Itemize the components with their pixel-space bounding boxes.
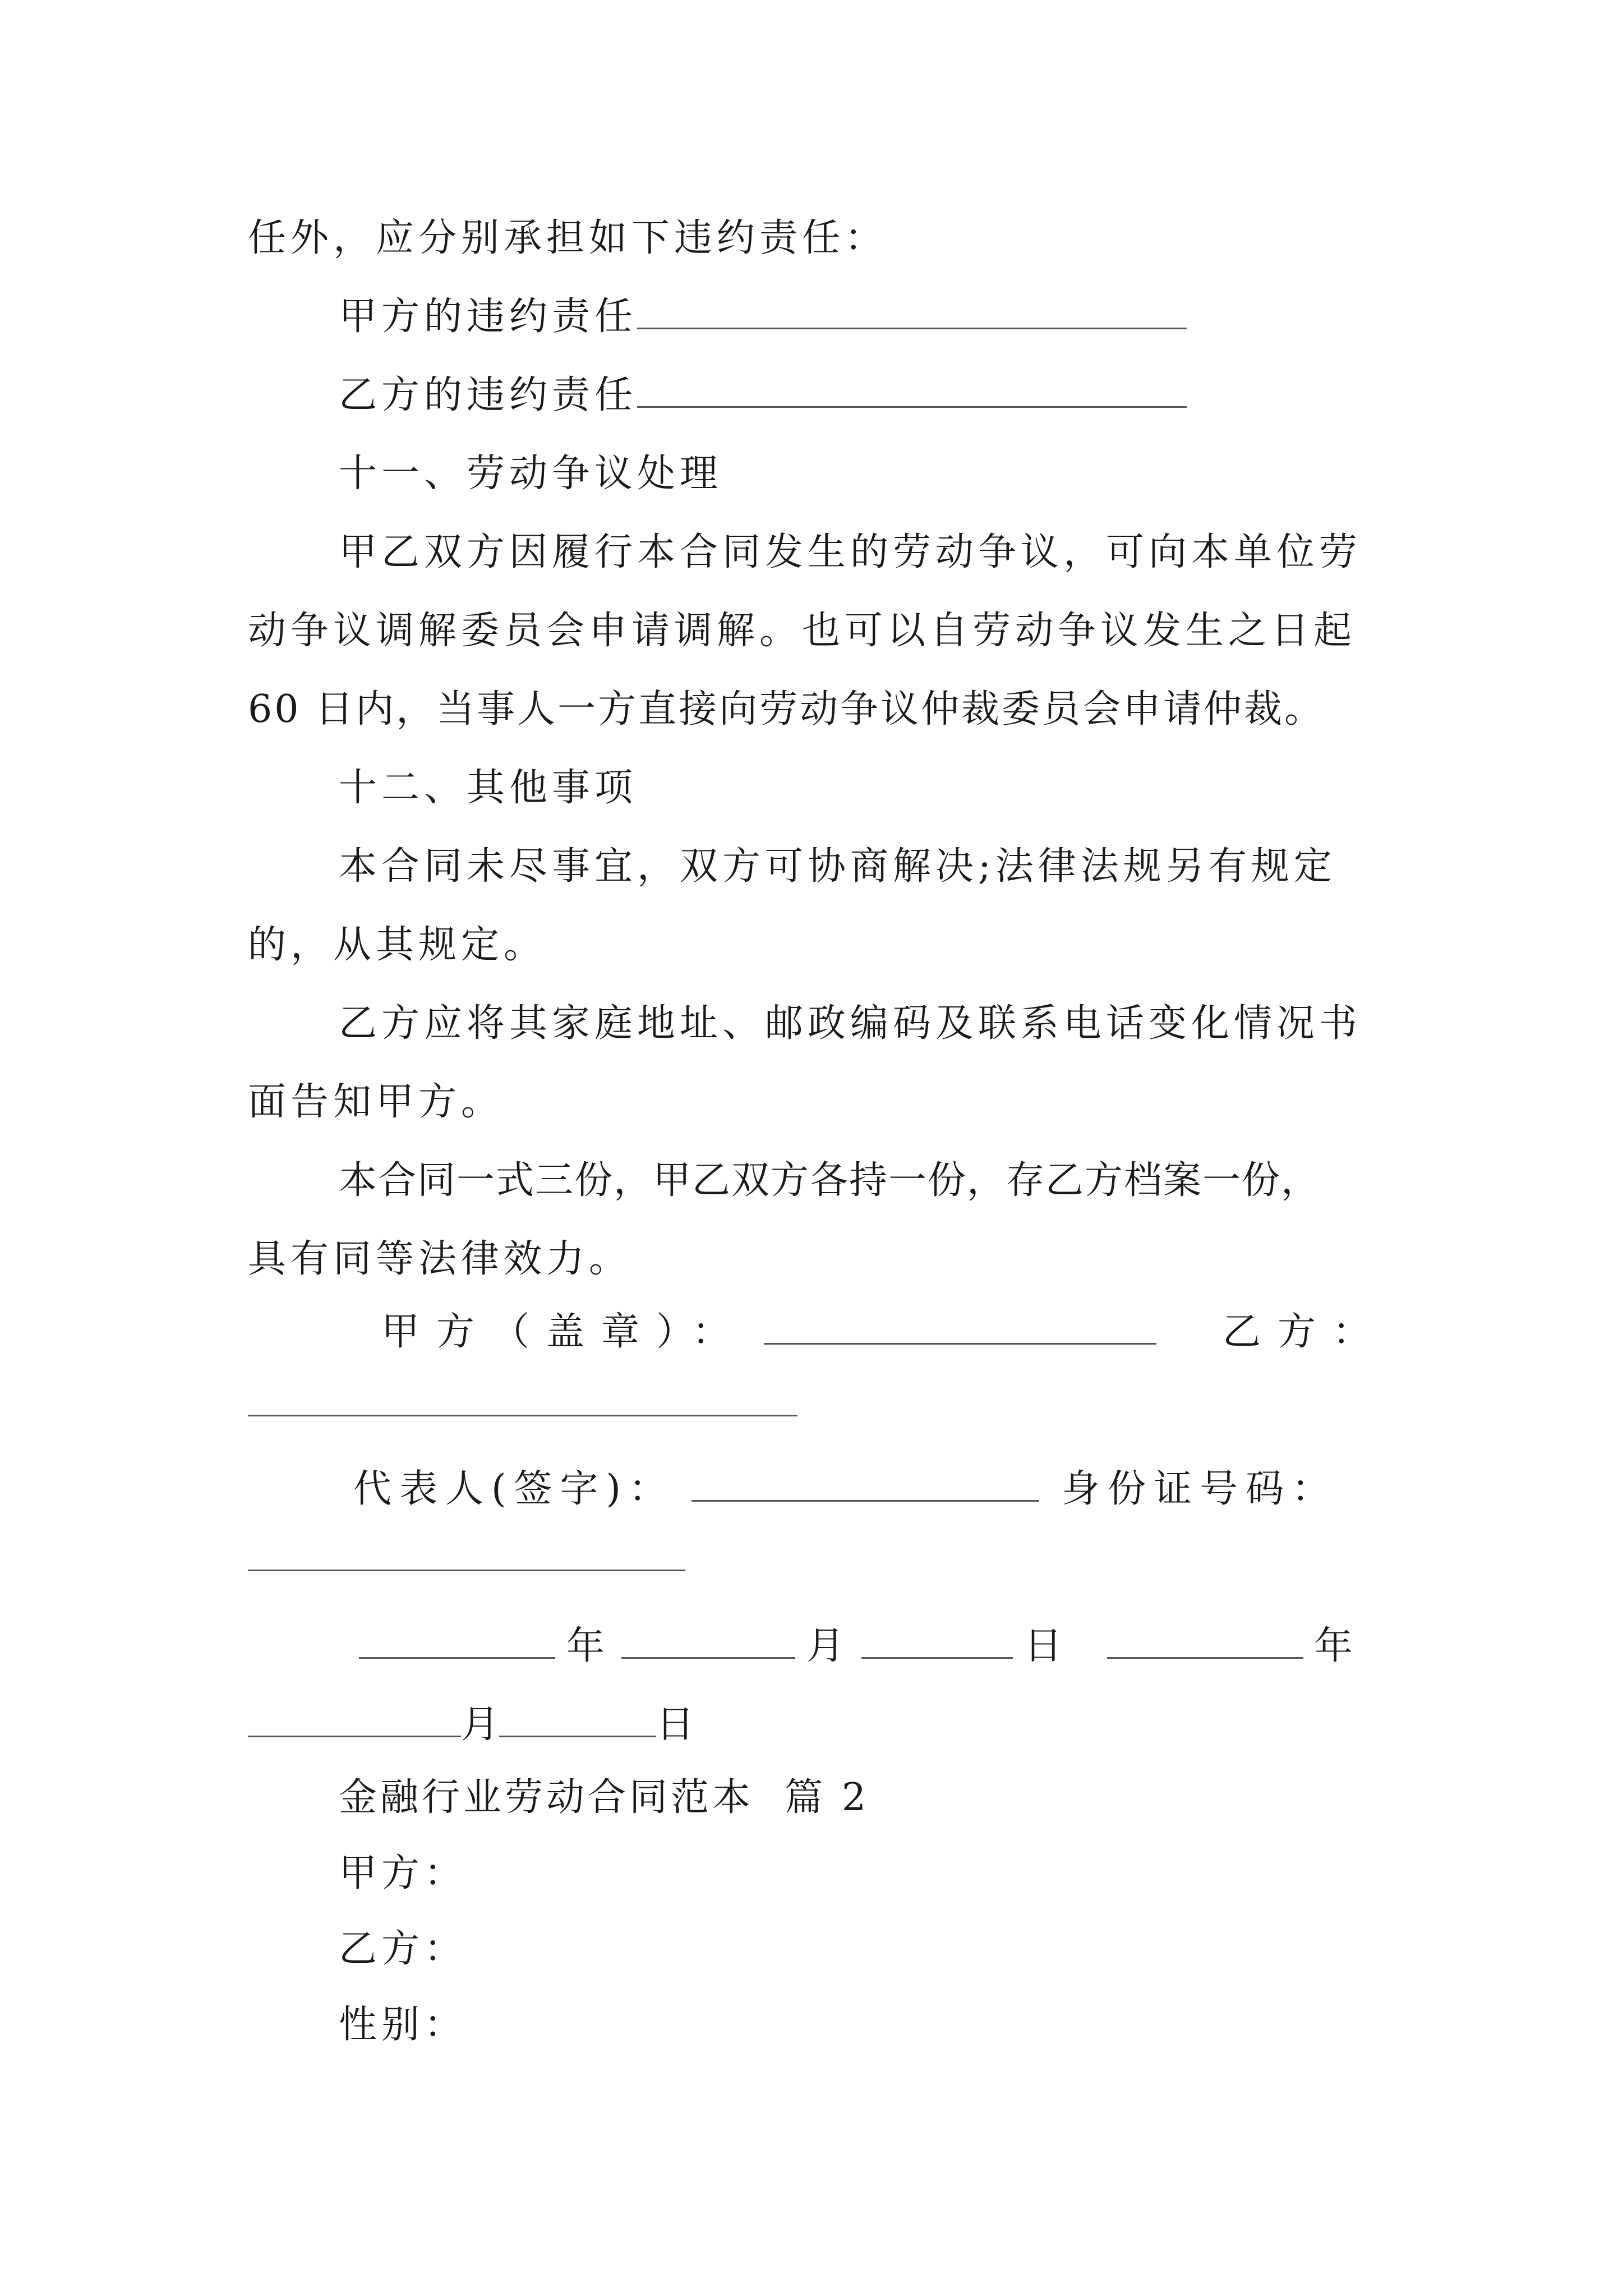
section-heading: 十二、其他事项 [339, 766, 638, 810]
text-line: 任外，应分别承担如下违约责任： [248, 216, 888, 260]
signature-party-a-blank [764, 1308, 1156, 1345]
year-label: 年 [1315, 1624, 1353, 1668]
signature-party-a-line [381, 1307, 1173, 1358]
paragraph-line: 动争议调解委员会申请调解。也可以自劳动争议发生之日起 [248, 609, 1357, 653]
breach-party-a-blank [637, 293, 1187, 329]
field-party-b: 乙方： [339, 1927, 467, 1971]
month-label: 月 [461, 1703, 500, 1747]
breach-party-a-line [339, 292, 1187, 342]
representative-line [353, 1464, 1338, 1515]
breach-party-b-line [339, 370, 1187, 421]
date-line [359, 1621, 1353, 1672]
breach-party-a-label: 甲方的违约责任 [339, 295, 638, 339]
date-line [248, 1700, 694, 1750]
breach-party-b-label: 乙方的违约责任 [339, 373, 638, 417]
id-number-label: 身份证号码： [1062, 1467, 1338, 1511]
month-blank [248, 1701, 461, 1737]
signature-party-b-label: 乙方： [1223, 1310, 1388, 1354]
signature-party-a-label: 甲方（盖章）： [381, 1310, 748, 1354]
month-label: 月 [806, 1624, 845, 1668]
representative-label: 代表人(签字)： [353, 1467, 675, 1511]
signature-party-b-blank [248, 1415, 797, 1416]
breach-party-b-blank [637, 371, 1187, 408]
paragraph-line: 面告知甲方。 [248, 1080, 504, 1124]
day-blank [861, 1622, 1013, 1659]
paragraph-line: 60 日内，当事人一方直接向劳动争议仲裁委员会申请仲裁。 [248, 687, 1325, 731]
id-number-blank [248, 1570, 685, 1571]
section-title: 金融行业劳动合同范本 篇 2 [339, 1775, 870, 1820]
month-blank [621, 1622, 795, 1659]
day-label: 日 [656, 1703, 695, 1747]
year-label: 年 [566, 1624, 605, 1668]
paragraph-line: 的，从其规定。 [248, 923, 547, 967]
paragraph-line: 本合同未尽事宜，双方可协商解决;法律法规另有规定 [339, 844, 1336, 889]
paragraph-line: 本合同一式三份，甲乙双方各持一份，存乙方档案一份， [339, 1158, 1321, 1203]
field-gender: 性别： [339, 2003, 467, 2047]
day-blank [499, 1701, 656, 1737]
field-party-a: 甲方： [339, 1851, 467, 1895]
section-heading: 十一、劳动争议处理 [339, 452, 723, 496]
year-blank [359, 1622, 555, 1659]
paragraph-line: 具有同等法律效力。 [248, 1237, 632, 1281]
year-blank [1107, 1622, 1303, 1659]
paragraph-line: 乙方应将其家庭地址、邮政编码及联系电话变化情况书 [339, 1001, 1362, 1046]
paragraph-line: 甲乙双方因履行本合同发生的劳动争议，可向本单位劳 [339, 530, 1362, 574]
day-label: 日 [1024, 1624, 1063, 1668]
representative-blank [691, 1465, 1039, 1502]
